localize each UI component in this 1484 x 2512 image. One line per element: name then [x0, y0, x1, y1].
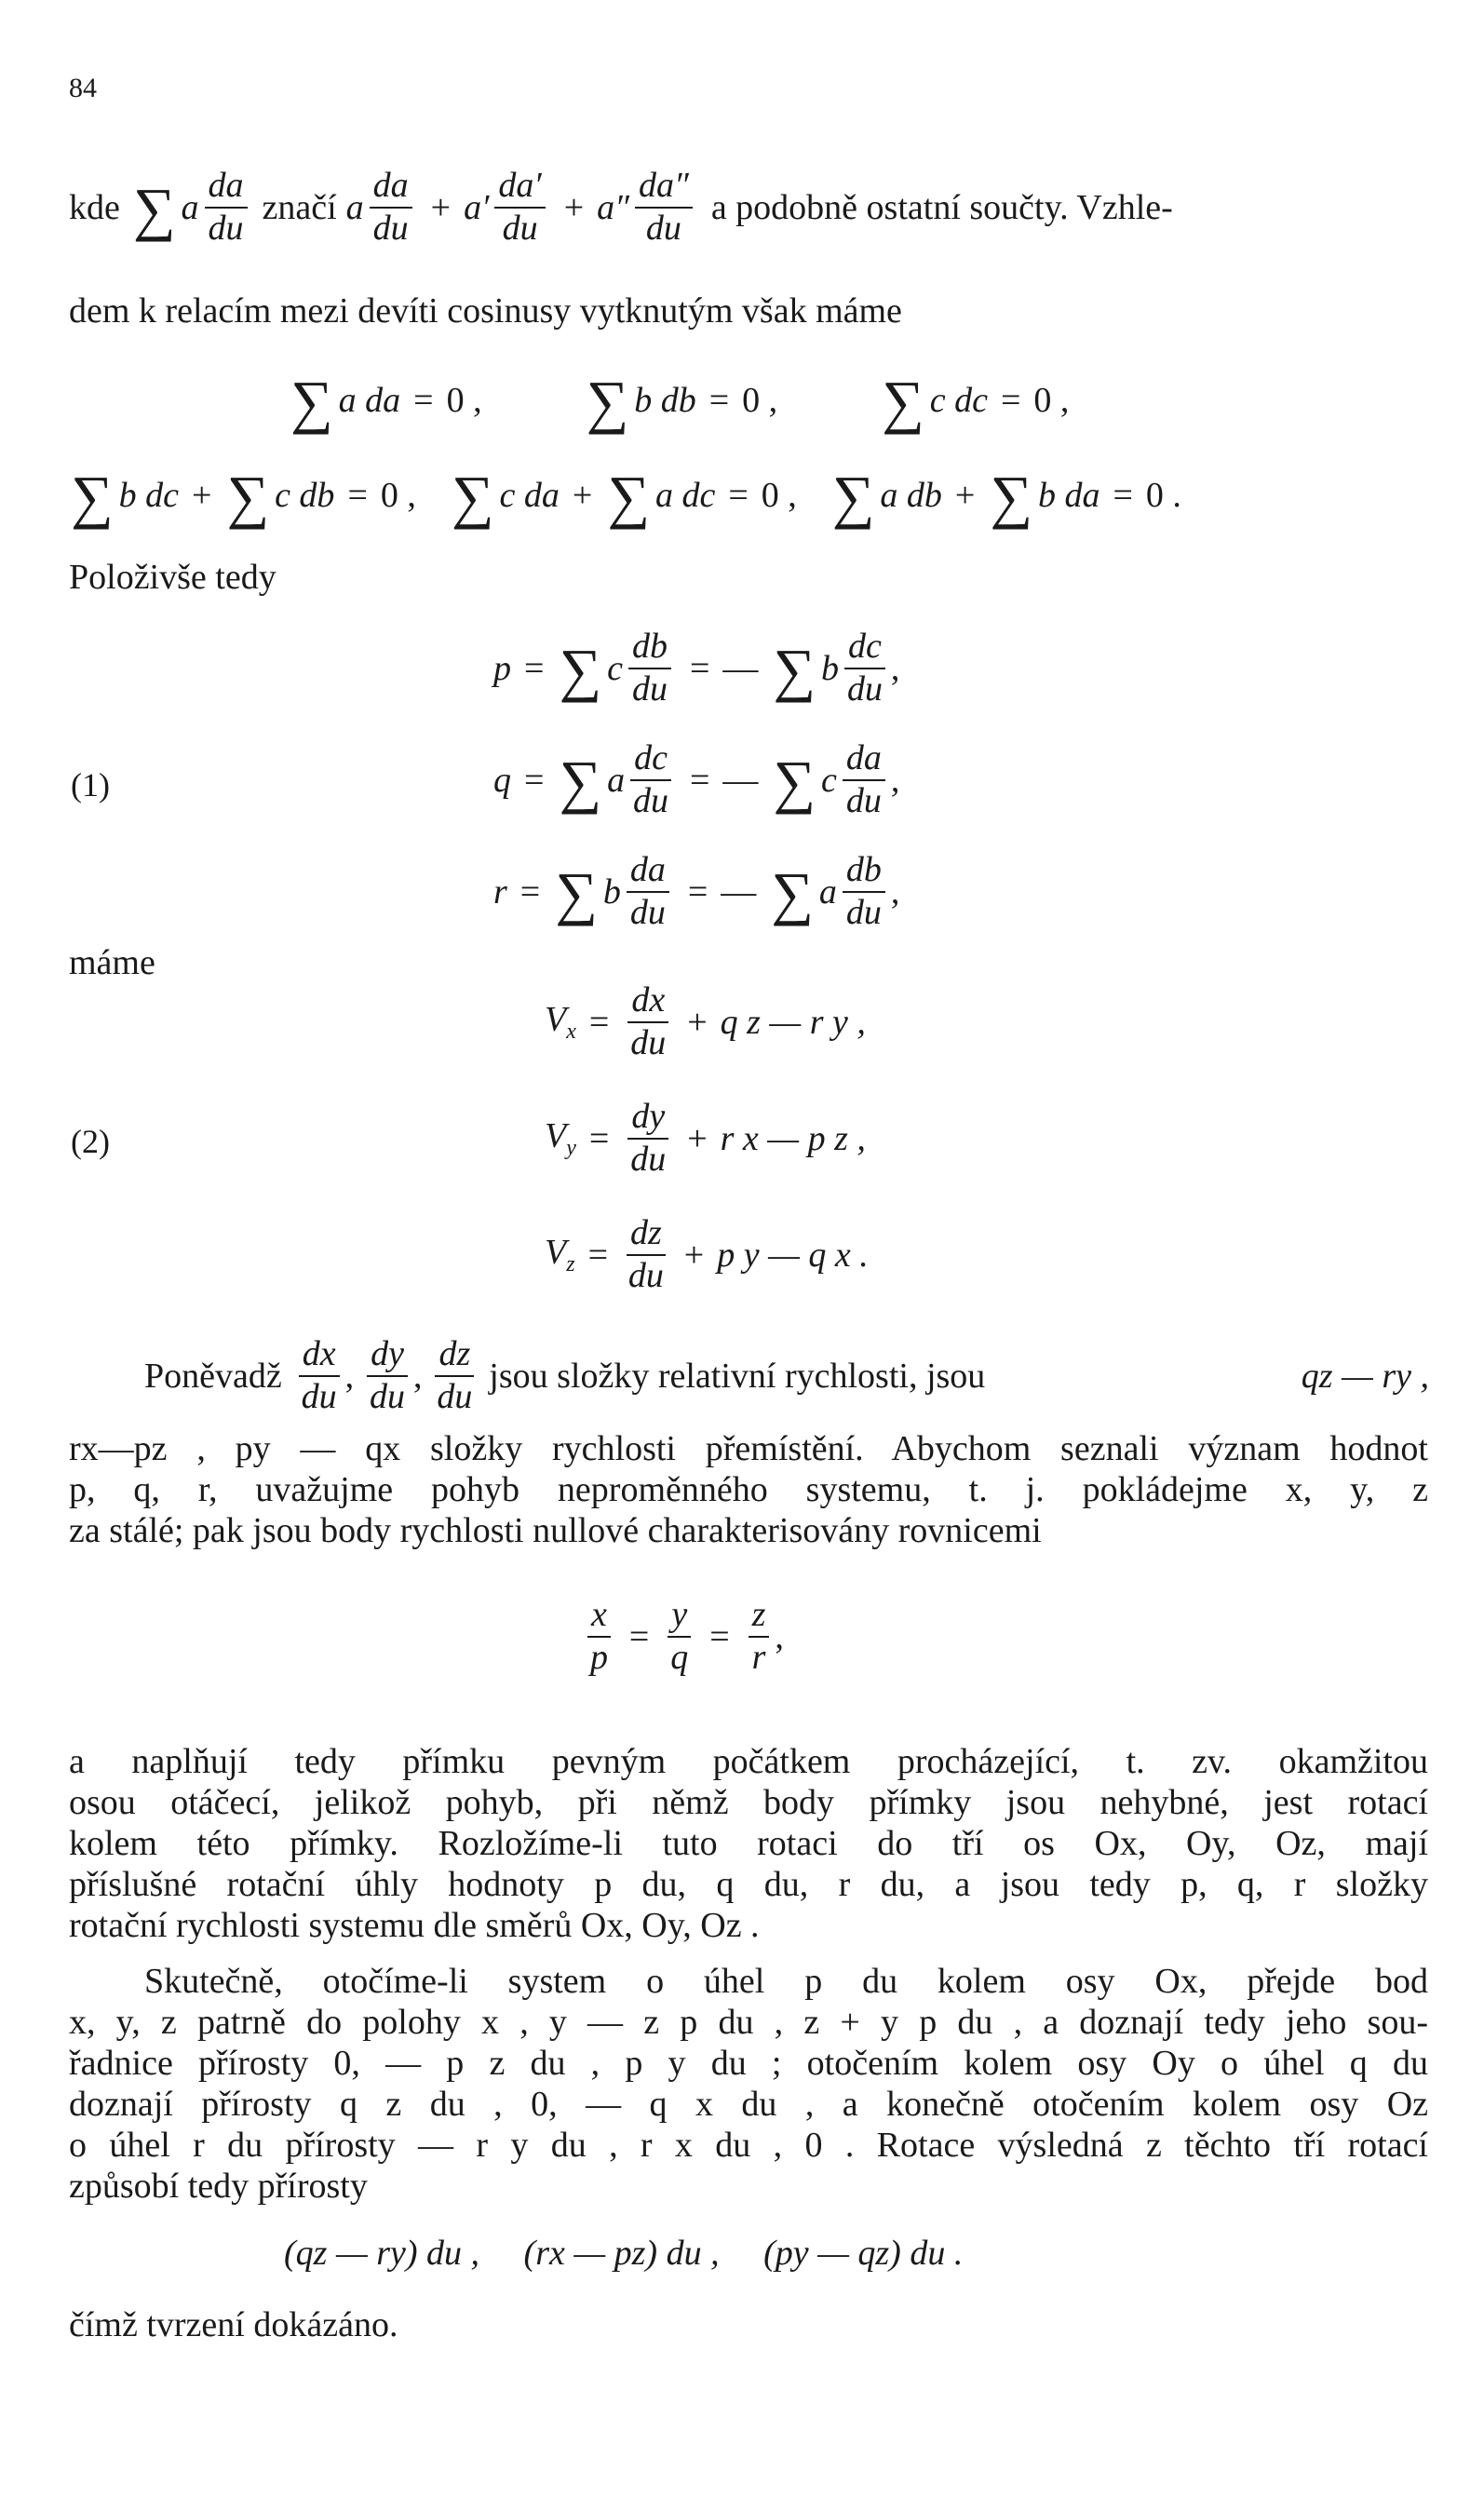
summation-icon: ∑ [71, 464, 114, 530]
equation-q: q = ∑ a $\frac{dc}{du}$ = — ∑ c da du , [493, 738, 900, 820]
text-line: Položivše tedy [69, 558, 277, 597]
summation-icon: ∑ [771, 859, 814, 926]
summation-icon: ∑ [132, 175, 176, 242]
summation-icon: ∑ [555, 859, 598, 926]
ponevadz-rest: jsou složky relativní rychlosti, jsou [489, 1356, 986, 1396]
intro-rest: a podobně ostatní součty. Vzhle- [710, 187, 1173, 227]
equation-cosine-relations-2: ∑ b dc + ∑ c db = 0 , ∑ c da + ∑ a dc = 0 , ∑ a db + ∑ b da = 0 . [71, 464, 1181, 530]
intro-line: kde ∑ a da du značí a da du + a′ da′ du + a″ da″ du a podobně ostatní součty. Vzhle- [69, 166, 1173, 248]
equation-r: r = ∑ b $\frac{da}{du}$ = — ∑ a db du , [493, 850, 900, 932]
equation-vz: $V_z$ = $\frac{dz}{du}$ + p y — q x . [545, 1213, 869, 1295]
word-kde: kde [69, 187, 120, 227]
summation-icon: ∑ [607, 464, 650, 530]
text-line: kolem této přímky. Rozložíme-li tuto rotaci do tří os Ox, Oy, Oz, mají [69, 1824, 1428, 1863]
text-line: způsobí tedy přírosty [69, 2167, 368, 2206]
equation-cosine-relations-1: ∑ a da = 0 , ∑ b db = 0 , ∑ c dc = 0 , [290, 369, 1070, 435]
summation-icon: ∑ [990, 464, 1032, 530]
summation-icon: ∑ [226, 464, 270, 530]
summation-icon: ∑ [831, 464, 875, 530]
text-line: rx—pz , py — qx složky rychlosti přemístění. Abychom seznali význam hodnot [69, 1429, 1428, 1468]
equation-final: (qz — ry) du , (rx — pz) du , (py — qz) du . [284, 2234, 964, 2273]
text-line: dem k relacím mezi devíti cosinusy vytknutým však máme [69, 291, 902, 331]
equation-axis: $\frac{x}{p}$ = $\frac{y}{q}$ = $\frac{z}{r}$ , [582, 1597, 784, 1677]
text-line: osou otáčecí, jelikož pohyb, při němž body přímky jsou nehybné, jest rotací [69, 1783, 1428, 1822]
text-line: za stálé; pak jsou body rychlosti nullové charakterisovány rovnicemi [69, 1511, 1042, 1550]
equation-p: p = ∑ c $\frac{db}{du}$ = — ∑ b dc du , [493, 627, 900, 709]
text-line: doznají přírosty q z du , 0, — q x du , a konečně otočením kolem osy Oz [69, 2085, 1428, 2124]
text-line: p, q, r, uvažujme pohyb neproměnného systemu, t. j. pokládejme x, y, z [69, 1470, 1428, 1509]
equation-number-2: (2) [71, 1123, 110, 1160]
ponevadz-tail: qz — ry , [1301, 1356, 1429, 1396]
text-line: Skutečně, otočíme-li system o úhel p du kolem osy Ox, přejde bod [144, 1962, 1428, 2001]
text-line: rotační rychlosti systemu dle směrů Ox, Oy, Oz . [69, 1906, 760, 1945]
summation-icon: ∑ [773, 636, 816, 703]
summation-icon: ∑ [451, 464, 494, 530]
summation-icon: ∑ [559, 636, 602, 703]
summation-icon: ∑ [290, 369, 333, 435]
page-number: 84 [69, 73, 97, 103]
word-znaci: značí [262, 187, 337, 227]
equation-number-1: (1) [71, 766, 110, 804]
ponevadz-line: Poněvadž dx du , dy du , dz du jsou složky relativní rychlosti, jsou qz — ry , [144, 1334, 1429, 1416]
word-ponevadz: Poněvadž [144, 1356, 282, 1396]
text-line: x, y, z patrně do polohy x , y — z p du , z + y p du , a doznají tedy jeho sou- [69, 2003, 1428, 2042]
summation-icon: ∑ [882, 369, 924, 435]
text-line: řadnice přírosty 0, — p z du , p y du ; otočením kolem osy Oy o úhel q du [69, 2044, 1428, 2083]
text-line: o úhel r du přírosty — r y du , r x du , 0 . Rotace výsledná z těchto tří rotací [69, 2126, 1428, 2165]
summation-icon: ∑ [773, 748, 816, 815]
equation-vy: $V_y$ = $\frac{dy}{du}$ + r x — p z , [545, 1097, 866, 1179]
text-line: máme [69, 943, 155, 982]
summation-icon: ∑ [559, 748, 602, 815]
equation-vx: $V_x$ = $\frac{dx}{du}$ + q z — r y , [545, 980, 866, 1062]
summation-icon: ∑ [586, 369, 629, 435]
text-line: příslušné rotační úhly hodnoty p du, q du, r du, a jsou tedy p, q, r složky [69, 1865, 1428, 1904]
text-line: čímž tvrzení dokázáno. [69, 2305, 398, 2344]
text-line: a naplňují tedy přímku pevným počátkem procházející, t. zv. okamžitou [69, 1742, 1428, 1781]
